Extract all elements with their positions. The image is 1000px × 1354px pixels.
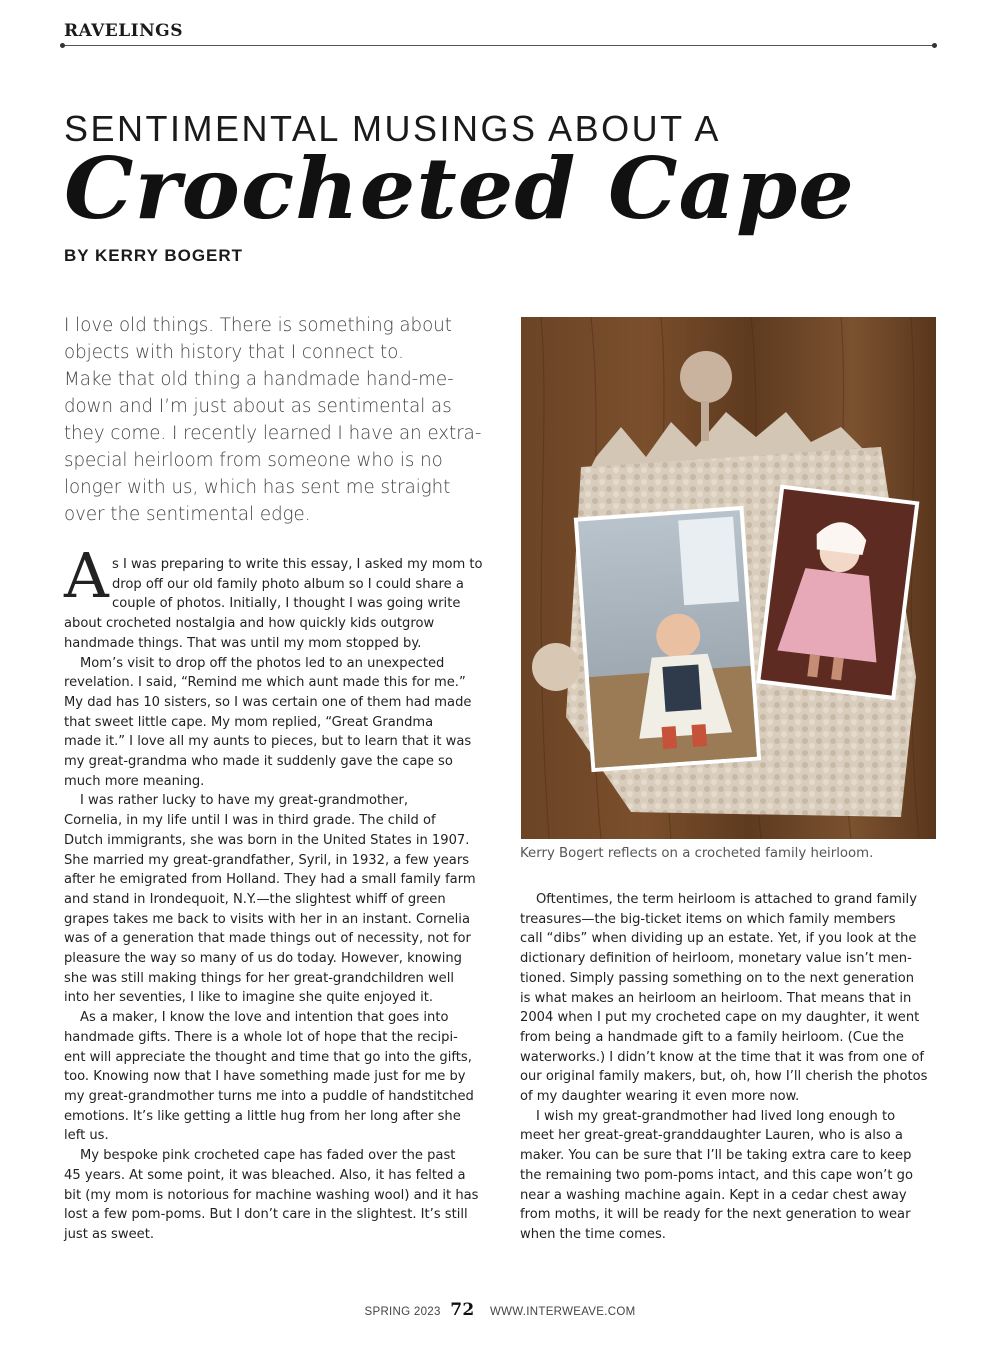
- body-line: pleasure the way so many of us do today. However, knowing: [64, 951, 462, 967]
- header-rule: [62, 45, 936, 46]
- body-line: She married my great-grandfather, Syril, in 1932, a few years: [64, 852, 470, 868]
- body-line: our original family makers, but, oh, how I’ll cherish the photos: [520, 1069, 928, 1085]
- page-footer: [0, 1300, 1000, 1320]
- body-line: of my daughter wearing it even more now.: [520, 1089, 800, 1105]
- intro-line: Make that old thing a handmade hand-me-: [64, 369, 454, 390]
- body-line: Mom’s visit to drop off the photos led to an unexpected: [80, 655, 445, 671]
- section-label: RAVELINGS: [64, 21, 183, 41]
- intro-line: longer with us, which has sent me straight: [64, 477, 451, 498]
- body-line: As a maker, I know the love and intention that goes into: [80, 1010, 449, 1026]
- heirloom-photo: [521, 317, 936, 839]
- body-line: from moths, it will be ready for the next generation to wear: [520, 1207, 911, 1223]
- article-byline: BY KERRY BOGERT: [64, 246, 244, 265]
- intro-line: objects with history that I connect to.: [64, 342, 404, 363]
- body-line: when the time comes.: [520, 1226, 666, 1242]
- body-line: handmade gifts. There is a whole lot of hope that the recipi-: [64, 1029, 458, 1045]
- intro-line: over the sentimental edge.: [64, 504, 311, 525]
- body-line: much more meaning.: [64, 773, 205, 789]
- intro-line: I love old things. There is something about: [64, 315, 452, 336]
- intro-line: special heirloom from someone who is no: [64, 450, 443, 471]
- body-line: near a washing machine again. Kept in a cedar chest away: [520, 1187, 907, 1203]
- body-line: My bespoke pink crocheted cape has faded over the past: [80, 1148, 456, 1164]
- body-line: ent will appreciate the thought and time that go into the gifts,: [64, 1049, 472, 1065]
- body-line: revelation. I said, “Remind me which aunt made this for me.”: [64, 675, 466, 691]
- body-line: call “dibs” when dividing up an estate. Yet, if you look at the: [520, 931, 917, 947]
- body-line: treasures—the big-ticket items on which family members: [520, 911, 896, 927]
- body-line: drop off our old family photo album so I could share a: [112, 576, 464, 592]
- body-line: was of a generation that made things out of necessity, not for: [64, 931, 471, 947]
- footer-season: SPRING 2023: [364, 1306, 441, 1318]
- body-line: Dutch immigrants, she was born in the United States in 1907.: [64, 832, 470, 848]
- body-line: couple of photos. Initially, I thought I was going write: [112, 596, 461, 612]
- photo-illustration: [521, 317, 936, 839]
- drop-cap: A: [64, 539, 109, 612]
- article-kicker: SENTIMENTAL MUSINGS ABOUT A: [64, 108, 721, 149]
- body-line: I wish my great-grandmother had lived long enough to: [536, 1108, 896, 1124]
- photo-caption: Kerry Bogert reflects on a crocheted family heirloom.: [520, 846, 874, 861]
- body-line: Oftentimes, the term heirloom is attached to grand family: [536, 892, 917, 907]
- body-line: My dad has 10 sisters, so I was certain one of them had made: [64, 694, 472, 710]
- body-line: about crocheted nostalgia and how quickly kids outgrow: [64, 616, 435, 632]
- rule-dot-left: [60, 43, 65, 48]
- body-line: meet her great-great-granddaughter Lauren, who is also a: [520, 1128, 903, 1144]
- body-line: s I was preparing to write this essay, I asked my mom to: [112, 557, 483, 572]
- body-line: maker. You can be sure that I’ll be taking extra care to keep: [520, 1148, 912, 1164]
- body-line: just as sweet.: [64, 1226, 155, 1242]
- intro-line: they come. I recently learned I have an extra-: [64, 423, 482, 444]
- body-line: waterworks.) I didn’t know at the time that it was from one of: [520, 1049, 924, 1065]
- body-line: that sweet little cape. My mom replied, “Great Grandma: [64, 714, 434, 730]
- body-line: grapes takes me back to visits with her in an instant. Cornelia: [64, 911, 470, 927]
- body-line: after he emigrated from Holland. They had a small family farm: [64, 872, 476, 888]
- body-line: lost a few pom-poms. But I don’t care in the slightest. It’s still: [64, 1207, 468, 1223]
- body-line: too. Knowing now that I have something made just for me by: [64, 1069, 466, 1085]
- body-line: my great-grandmother turns me into a puddle of handstitched: [64, 1088, 474, 1104]
- body-line: tioned. Simply passing something on to the next generation: [520, 970, 915, 986]
- body-line: I was rather lucky to have my great-grandmother,: [80, 793, 409, 809]
- body-line: and stand in Irondequoit, N.Y.—the slightest whiff of green: [64, 891, 446, 907]
- body-line: 2004 when I put my crocheted cape on my daughter, it went: [520, 1010, 920, 1026]
- body-line: the remaining two pom-poms intact, and this cape won’t go: [520, 1167, 913, 1183]
- body-line: bit (my mom is notorious for machine washing wool) and it has: [64, 1187, 479, 1203]
- body-column-left: [64, 555, 484, 1245]
- body-line: Cornelia, in my life until I was in third grade. The child of: [64, 813, 436, 829]
- body-line: from being a handmade gift to a family heirloom. (Cue the: [520, 1029, 904, 1045]
- body-line: handmade things. That was until my mom stopped by.: [64, 635, 422, 651]
- body-line: my great-grandma who made it suddenly gave the cape so: [64, 754, 453, 770]
- body-line: made it.” I love all my aunts to pieces, but to learn that it was: [64, 734, 472, 750]
- intro-paragraph: [64, 312, 482, 528]
- body-line: dictionary definition of heirloom, monetary value isn’t men-: [520, 951, 912, 967]
- intro-line: down and I’m just about as sentimental as: [64, 396, 452, 417]
- footer-website: WWW.INTERWEAVE.COM: [489, 1306, 636, 1318]
- body-line: she was still making things for her great-grandchildren well: [64, 970, 454, 986]
- page-number: 72: [450, 1300, 475, 1320]
- body-column-right: [520, 890, 936, 1245]
- body-line: into her seventies, I like to imagine she quite enjoyed it.: [64, 990, 434, 1006]
- body-line: is what makes an heirloom an heirloom. That means that in: [520, 990, 912, 1006]
- body-line: 45 years. At some point, it was bleached. Also, it has felted a: [64, 1167, 466, 1183]
- article-title: Crocheted Cape: [64, 139, 855, 238]
- rule-dot-right: [932, 43, 937, 48]
- body-line: left us.: [64, 1128, 109, 1144]
- body-line: emotions. It’s like getting a little hug from her long after she: [64, 1108, 461, 1124]
